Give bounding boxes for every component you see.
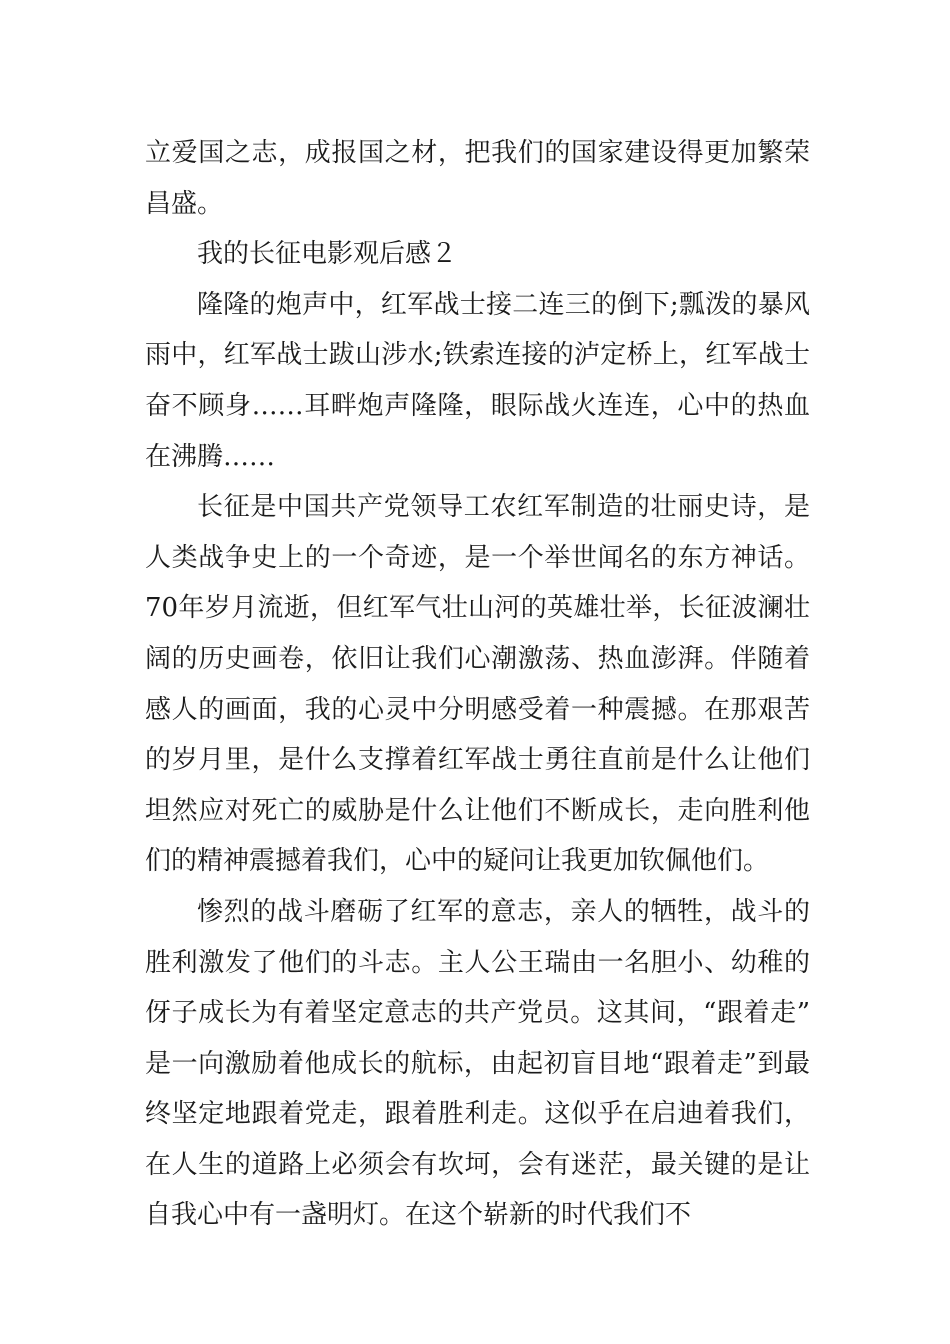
document-page bbox=[145, 128, 810, 1241]
section-heading: 我的长征电影观后感２ bbox=[197, 239, 458, 270]
paragraph-closing-line: 立爱国之志，成报国之材，把我们的国家建设得更加繁荣昌盛。 bbox=[145, 138, 810, 219]
paragraph-battle-scenes: 隆隆的炮声中，红军战士接二连三的倒下;瓢泼的暴风雨中，红军战士跋山涉水;铁索连接的泸定桥上，红军战士奋不顾身……耳畔炮声隆隆，眼际战火连连，心中的热血在沸腾…… bbox=[145, 289, 810, 472]
paragraph-long-march-epic: 长征是中国共产党领导工农红军制造的壮丽史诗，是人类战争史上的一个奇迹，是一个举世闻名的东方神话。70年岁月流逝，但红军气壮山河的英雄壮举，长征波澜壮阔的历史画卷，依旧让我们心潮激荡、热血澎湃。伴随着感人的画面，我的心灵中分明感受着一种震撼。在那艰苦的岁月里，是什么支撑着红军战士勇往直前是什么让他们坦然应对死亡的威胁是什么让他们不断成长，走向胜利他们的精神震撼着我们，心中的疑问让我更加钦佩他们。 bbox=[145, 492, 810, 877]
paragraph-wang-rui-growth: 惨烈的战斗磨砺了红军的意志，亲人的牺牲，战斗的胜利激发了他们的斗志。主人公王瑞由一名胆小、幼稚的伢子成长为有着坚定意志的共产党员。这其间，“跟着走”是一向激励着他成长的航标，由起初盲目地“跟着走”到最终坚定地跟着党走，跟着胜利走。这似乎在启迪着我们，在人生的道路上必须会有坎坷，会有迷茫，最关键的是让自我心中有一盏明灯。在这个崭新的时代我们不 bbox=[145, 896, 810, 1231]
